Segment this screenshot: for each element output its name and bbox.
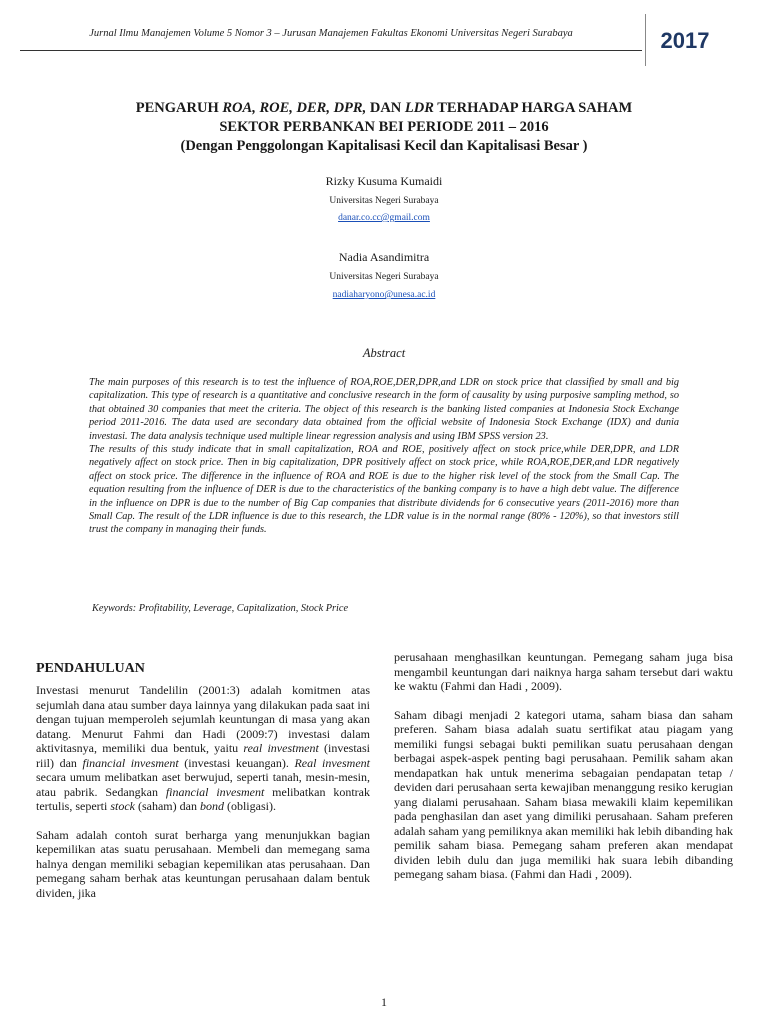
publication-year: 2017	[660, 28, 710, 53]
paper-title-line1	[40, 99, 728, 117]
author-2-affiliation: Universitas Negeri Surabaya	[329, 272, 439, 282]
author-2-name: Nadia Asandimitra	[338, 250, 430, 264]
title-variables: ROA, ROE, DER, DPR,	[222, 100, 367, 116]
section-heading-pendahuluan: PENDAHULUAN	[36, 661, 145, 676]
intro-paragraph-3: perusahaan menghasilkan keuntungan. Pemegang saham juga bisa mengambil keuntungan dari naiknya harga saham tersebut dari waktu ke waktu (Fahmi dan Hadi , 2009).	[394, 650, 733, 693]
author-1-name: Rizky Kusuma Kumaidi	[325, 174, 443, 188]
abstract-paragraph-1: The main purposes of this research is to test the influence of ROA,ROE,DER,DPR,and LDR on stock price that classified by small and big capitalization. This type of research is a quantitative and conclusive research in the form of causality by using purposive sampling method, so that obtained 30 companies that meet the criteria. The object of this research is the banking listed companies at Indonesia Stock Exchange period 2011-2016. The data used are secondary data obtained from the official website of Indonesia Stock Exchange (IDX) and dunia investasi. The data analysis technique used multiple linear regression analysis and using IBM SPSS version 23.	[89, 377, 679, 442]
header-rule	[20, 50, 642, 51]
title-suffix: TERHADAP HARGA SAHAM	[433, 100, 633, 116]
abstract-paragraph-2: The results of this study indicate that in small capitalization, ROA and ROE, positively affect on stock price,while DER,DPR, and LDR negatively affect on stock price. Then in big capitalization, DPR positively affect on stock price, while ROA,ROE,DER,and LDR negatively affect on stock price. The difference in the influence of ROA and ROE is due to the higher risk level of the stock from the Small Cap. The equation resulting from the influence of DER is due to the characteristics of the banking company is to have a high debt value. The difference in the influence on DPR is due to the number of Big Cap companies that distribute dividends for 6 consecutive years (2011-2016) more than Small Cap. The result of the LDR influence is due to this research, the LDR value is in the normal range (80% - 120%), so that investors still trust the company in managing their funds.	[89, 444, 679, 536]
abstract-title: Abstract	[362, 346, 406, 360]
paper-subtitle: (Dengan Penggolongan Kapitalisasi Kecil dan Kapitalisasi Besar )	[180, 138, 588, 154]
year-divider	[645, 14, 646, 66]
right-column	[394, 650, 733, 896]
keywords: Keywords: Profitability, Leverage, Capitalization, Stock Price	[92, 603, 349, 614]
title-ldr: LDR	[404, 100, 434, 116]
abstract-body	[89, 376, 679, 537]
intro-paragraph-4: Saham dibagi menjadi 2 kategori utama, saham biasa dan saham preferen. Saham biasa adalah suatu sertifikat atau piagam yang memiliki fungsi sebagai bukti pemilikan suatu perusahaan dengan berbagai aspek-aspek penting bagi perusahaan. Pemilik saham akan mendapatkan hak untuk menerima sebagaian pendapatan tetap / deviden dari perusahaan serta kewajiban menanggung resiko kerugian yang dialami perusahaan. Saham biasa mewakili klaim kepemilikan pada penghasilan dan aset yang dimiliki perusahaan. Saham preferen adalah saham yang pemiliknya akan memiliki hak lebih dibanding hak pemilik saham biasa. Pemegang saham preferen akan mendapat dividen lebih dulu dan juga memiliki hak suara lebih dibanding pemegang saham biasa. (Fahmi dan Hadi , 2009).	[394, 707, 733, 881]
paper-title-line2: SEKTOR PERBANKAN BEI PERIODE 2011 – 2016	[219, 119, 549, 135]
intro-paragraph-2: Saham adalah contoh surat berharga yang menunjukkan bagian kepemilikan atas suatu perusahaan. Membeli dan memegang sama halnya dengan memiliki sebagian kepemilikan atas perusahaan. Dan pemegang saham berhak atas keuntungan perusahaan dalam bentuk dividen, jika	[36, 827, 370, 900]
title-prefix: PENGARUH	[135, 100, 223, 116]
author-1-email-link[interactable]: danar.co.cc@gmail.com	[338, 213, 430, 223]
author-2-email-link[interactable]: nadiaharyono@unesa.ac.id	[332, 290, 436, 300]
left-column	[36, 683, 370, 914]
page-number: 1	[381, 995, 387, 1009]
author-1-affiliation: Universitas Negeri Surabaya	[329, 196, 439, 206]
intro-paragraph-1: Investasi menurut Tandelilin (2001:3) adalah komitmen atas sejumlah dana atau sumber daya lainnya yang dilakukan pada saat ini dengan tujuan memperoleh sejumlah keuntungan di masa yang akan datang. Menurut Fahmi dan Hadi (2009:7) investasi dalam aktivitasnya, memiliki dua bentuk, yaitu real investment (investasi riil) dan financial invesment (investasi keuangan). Real invesment secara umum melibatkan aset berwujud, seperti tanah, mesin-mesin, atau pabrik. Sedangkan financial invesment melibatkan kontrak tertulis, seperti stock (saham) dan bond (obligasi).	[36, 683, 371, 813]
title-and: DAN	[366, 100, 405, 116]
journal-header: Jurnal Ilmu Manajemen Volume 5 Nomor 3 – Jurusan Manajemen Fakultas Ekonomi Universitas Negeri Surabaya	[89, 28, 573, 39]
